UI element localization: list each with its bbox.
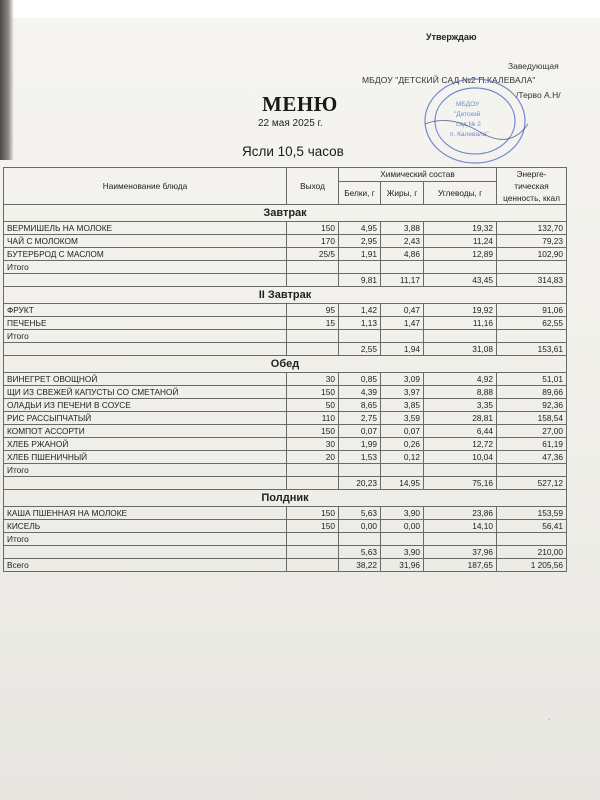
total-protein: 2,55 [339,343,381,356]
section-title: Обед [4,356,567,373]
dish-name: ВЕРМИШЕЛЬ НА МОЛОКЕ [4,222,287,235]
dish-output: 50 [287,399,339,412]
dish-energy: 132,70 [497,222,567,235]
empty-cell [497,261,567,274]
total-label: Итого [4,464,287,477]
total-label: Итого [4,533,287,546]
section-title: Завтрак [4,205,567,222]
menu-body [4,205,567,572]
total-carbs: 37,96 [424,546,497,559]
approve-label: Утверждаю [426,32,477,42]
stamp-seal [420,74,530,168]
dish-name: ФРУКТ [4,304,287,317]
dish-output: 15 [287,317,339,330]
grand-total-energy: 1 205,56 [497,559,567,572]
empty-cell [287,330,339,343]
dish-protein: 0,07 [339,425,381,438]
dish-output: 150 [287,520,339,533]
total-protein: 5,63 [339,546,381,559]
dish-row [4,399,567,412]
section-title: II Завтрак [4,287,567,304]
dish-energy: 56,41 [497,520,567,533]
grand-total-protein: 38,22 [339,559,381,572]
dish-name: ПЕЧЕНЬЕ [4,317,287,330]
menu-date: 22 мая 2025 г. [258,118,323,129]
dish-carbs: 4,92 [424,373,497,386]
dish-fat: 0,47 [381,304,424,317]
dish-protein: 2,75 [339,412,381,425]
col-chem-header: Химический состав [339,168,497,182]
dish-name: ХЛЕБ ПШЕНИЧНЫЙ [4,451,287,464]
dish-carbs: 6,44 [424,425,497,438]
dish-protein: 1,13 [339,317,381,330]
total-energy: 314,83 [497,274,567,287]
dish-row [4,248,567,261]
dish-protein: 1,91 [339,248,381,261]
head-signature: /Терво А.Н/ [516,90,561,100]
dish-name: ВИНЕГРЕТ ОВОЩНОЙ [4,373,287,386]
col-carbs-header: Углеводы, г [424,181,497,204]
empty-cell [381,533,424,546]
dish-protein: 1,53 [339,451,381,464]
col-energy-header: Энерге-тическая ценность, ккал [497,168,567,205]
dish-fat: 3,09 [381,373,424,386]
total-label-row [4,464,567,477]
empty-cell [287,477,339,490]
total-energy: 210,00 [497,546,567,559]
empty-cell [287,533,339,546]
dish-protein: 4,95 [339,222,381,235]
total-values-row [4,343,567,356]
dish-name: РИС РАССЫПЧАТЫЙ [4,412,287,425]
dish-row [4,451,567,464]
dish-protein: 4,39 [339,386,381,399]
dish-row [4,507,567,520]
empty-cell [339,261,381,274]
empty-cell [339,330,381,343]
dish-output: 25/5 [287,248,339,261]
dish-output: 30 [287,373,339,386]
dish-carbs: 10,04 [424,451,497,464]
section-row [4,205,567,222]
empty-cell [424,261,497,274]
empty-cell [287,559,339,572]
empty-cell [339,533,381,546]
svg-text:п. Калевала": п. Калевала" [450,131,489,138]
dish-carbs: 11,24 [424,235,497,248]
dish-protein: 1,99 [339,438,381,451]
dish-carbs: 14,10 [424,520,497,533]
grand-total-label: Всего [4,559,287,572]
dish-output: 30 [287,438,339,451]
dish-output: 150 [287,222,339,235]
dish-fat: 0,00 [381,520,424,533]
section-row [4,490,567,507]
empty-cell [287,464,339,477]
section-row [4,287,567,304]
background-edge [0,0,14,160]
dish-energy: 91,06 [497,304,567,317]
dish-row [4,304,567,317]
dish-fat: 3,85 [381,399,424,412]
dish-name: ХЛЕБ РЖАНОЙ [4,438,287,451]
dish-protein: 0,85 [339,373,381,386]
grand-total-fat: 31,96 [381,559,424,572]
dish-energy: 27,00 [497,425,567,438]
total-energy: 153,61 [497,343,567,356]
section-row [4,356,567,373]
dish-carbs: 11,16 [424,317,497,330]
total-carbs: 75,16 [424,477,497,490]
total-label: Итого [4,261,287,274]
top-strip [0,0,600,18]
dish-energy: 102,90 [497,248,567,261]
dish-output: 170 [287,235,339,248]
col-name-header: Наименование блюда [4,168,287,205]
dish-row [4,386,567,399]
empty-cell [287,261,339,274]
dish-carbs: 8,88 [424,386,497,399]
dish-row [4,222,567,235]
dish-output: 150 [287,425,339,438]
total-fat: 11,17 [381,274,424,287]
empty-cell [381,464,424,477]
empty-cell [497,533,567,546]
dish-output: 95 [287,304,339,317]
empty-cell [287,546,339,559]
dish-fat: 0,12 [381,451,424,464]
empty-cell [424,330,497,343]
dish-energy: 61,19 [497,438,567,451]
dish-carbs: 28,81 [424,412,497,425]
dish-fat: 1,47 [381,317,424,330]
dish-protein: 1,42 [339,304,381,317]
grand-total-row [4,559,567,572]
empty-cell [287,274,339,287]
empty-cell [497,464,567,477]
empty-cell [339,464,381,477]
dish-fat: 3,97 [381,386,424,399]
col-output-header: Выход [287,168,339,205]
head-role: Заведующая [508,61,559,71]
dish-fat: 3,59 [381,412,424,425]
dish-fat: 0,07 [381,425,424,438]
menu-table [3,167,567,572]
grand-total-carbs: 187,65 [424,559,497,572]
dish-energy: 158,54 [497,412,567,425]
dish-row [4,235,567,248]
dish-output: 150 [287,507,339,520]
dish-row [4,520,567,533]
total-protein: 20,23 [339,477,381,490]
dish-energy: 153,59 [497,507,567,520]
dish-name: КИСЕЛЬ [4,520,287,533]
dish-energy: 92,36 [497,399,567,412]
dish-carbs: 12,72 [424,438,497,451]
total-fat: 14,95 [381,477,424,490]
dish-row [4,412,567,425]
dish-energy: 62,55 [497,317,567,330]
empty-cell [4,477,287,490]
dish-name: БУТЕРБРОД С МАСЛОМ [4,248,287,261]
section-title: Полдник [4,490,567,507]
dish-row [4,425,567,438]
dish-carbs: 23,86 [424,507,497,520]
dish-protein: 5,63 [339,507,381,520]
empty-cell [497,330,567,343]
dish-energy: 51,01 [497,373,567,386]
dish-output: 110 [287,412,339,425]
pen-mark: · [548,716,551,723]
dish-fat: 3,88 [381,222,424,235]
total-label-row [4,330,567,343]
empty-cell [4,343,287,356]
total-label-row [4,261,567,274]
dish-row [4,317,567,330]
dish-fat: 3,90 [381,507,424,520]
dish-carbs: 19,32 [424,222,497,235]
dish-protein: 2,95 [339,235,381,248]
dish-carbs: 3,35 [424,399,497,412]
dish-protein: 0,00 [339,520,381,533]
empty-cell [381,330,424,343]
total-carbs: 31,08 [424,343,497,356]
dish-output: 20 [287,451,339,464]
menu-title: МЕНЮ [262,92,338,116]
total-label-row [4,533,567,546]
dish-name: ЧАЙ С МОЛОКОМ [4,235,287,248]
dish-name: ОЛАДЬИ ИЗ ПЕЧЕНИ В СОУСЕ [4,399,287,412]
dish-row [4,373,567,386]
svg-text:МБДОУ: МБДОУ [456,101,480,108]
col-protein-header: Белки, г [339,181,381,204]
empty-cell [424,464,497,477]
total-values-row [4,546,567,559]
empty-cell [4,546,287,559]
svg-text:"Детский: "Детский [454,111,481,118]
total-label: Итого [4,330,287,343]
empty-cell [424,533,497,546]
total-protein: 9,81 [339,274,381,287]
empty-cell [287,343,339,356]
dish-name: КАША ПШЕННАЯ НА МОЛОКЕ [4,507,287,520]
total-fat: 1,94 [381,343,424,356]
dish-name: КОМПОТ АССОРТИ [4,425,287,438]
dish-output: 150 [287,386,339,399]
total-values-row [4,274,567,287]
menu-group: Ясли 10,5 часов [242,144,344,159]
dish-fat: 0,26 [381,438,424,451]
total-carbs: 43,45 [424,274,497,287]
dish-row [4,438,567,451]
dish-fat: 4,86 [381,248,424,261]
dish-energy: 89,66 [497,386,567,399]
dish-energy: 79,23 [497,235,567,248]
col-fat-header: Жиры, г [381,181,424,204]
svg-text:сад № 2: сад № 2 [456,121,481,128]
empty-cell [381,261,424,274]
total-fat: 3,90 [381,546,424,559]
empty-cell [4,274,287,287]
dish-carbs: 12,89 [424,248,497,261]
dish-carbs: 19,92 [424,304,497,317]
dish-protein: 8,65 [339,399,381,412]
dish-energy: 47,36 [497,451,567,464]
total-energy: 527,12 [497,477,567,490]
head-organization: МБДОУ "ДЕТСКИЙ САД №2 П.КАЛЕВАЛА" [362,75,536,85]
dish-name: ЩИ ИЗ СВЕЖЕЙ КАПУСТЫ СО СМЕТАНОЙ [4,386,287,399]
total-values-row [4,477,567,490]
dish-fat: 2,43 [381,235,424,248]
